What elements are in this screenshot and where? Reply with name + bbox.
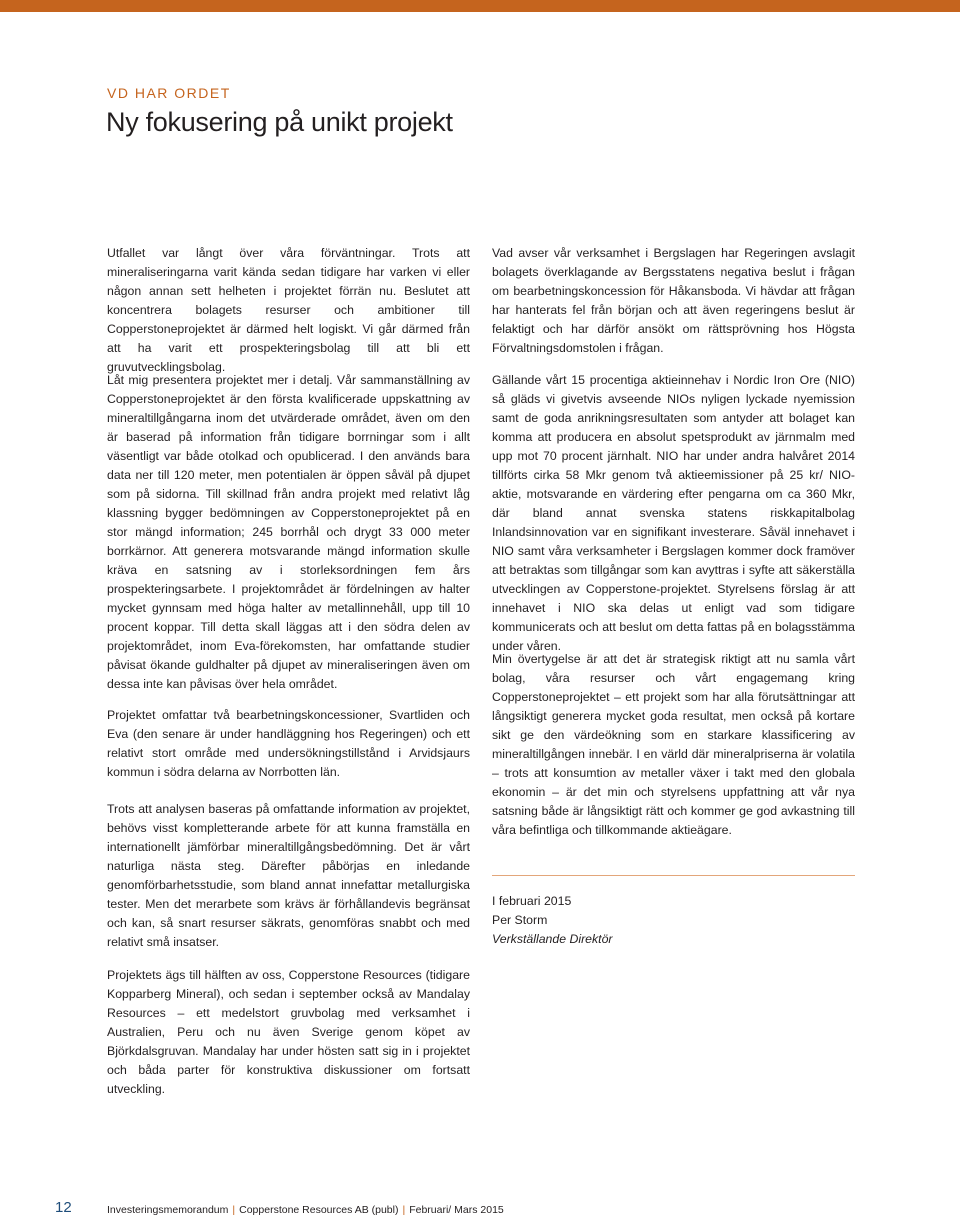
paragraph-text: Projektet omfattar två bearbetningskoncessioner, Svartliden och Eva (den senare är under handläggning hos Regeringen) och ett relativt stort område med undersökningstillstånd i Arvidsjaurs kommun i södra delarna av Norrbotten län.: [107, 708, 470, 779]
paragraph-text: Trots att analysen baseras på omfattande information av projektet, behövs visst kompletterande arbete för att kunna framställa en internationellt jämförbar mineraltillgångsbedömning. Det är vårt naturliga nästa steg. Därefter påbörjas en inledande genomförbarhetsstudie, som bland annat innefattar metallurgiska tester. Men det merarbete som krävs är förhållandevis begränsat och kan, så snart resurser säkrats, genomföras snabbt och med relativt små insatser.: [107, 802, 470, 949]
paragraph-text: Min övertygelse är att det är strategisk riktigt att nu samla vårt bolag, våra resurser och vårt engagemang kring Copperstoneprojektet – ett projekt som har alla förutsättningar att långsiktigt generera mycket goda resultat, men också på kortare sikt ge den värdeökning som en starkare klassificering av mineraltillgången innebär. I en värld där mineralpriserna är volatila – trots att konsumtion av metaller växer i takt med den globala ekonomin – är det min och styrelsens uppfattning att vår nya satsning både är långsiktigt rätt och kommer ge god avkastning till våra befintliga och tillkommande aktieägare.: [492, 652, 855, 837]
left-paragraph-3: [107, 706, 470, 782]
left-paragraph-1: [107, 244, 470, 377]
left-paragraph-2: [107, 371, 470, 694]
footer-separator: |: [402, 1204, 406, 1216]
right-paragraph-2: [492, 371, 855, 656]
footer-date: Februari/ Mars 2015: [409, 1204, 504, 1216]
footer-company: Copperstone Resources AB (publ): [239, 1204, 399, 1216]
paragraph-text: Låt mig presentera projektet mer i detalj. Vår sammanställning av Copperstoneprojektet är den första kvalificerade uppskattning av mineraltillgångarna inom det utvärderade området, även om den är baserad på information från tidigare borrningar som i allt väsentligt var både otolkad och opublicerad. I den används bara data ner till 120 meter, men potentialen är öppen såväl på djupet som på sidorna. Till skillnad från andra projekt med relativt låg klassning bygger bedömningen av Copperstoneprojektet på en stor mängd information; 245 borrhål och drygt 33 000 meter borrkärnor. Att generera motsvarande mängd information skulle kräva en satsning av i storleksordningen fem års prospekteringsarbete. I projektområdet är fördelningen av halter mycket gynnsam med höga halter av metallinnehåll, upp till 10 procent koppar. Till detta skall läggas att i den södra delen av projektområdet, inom Eva-förekomsten, har omfattande studier påvisat ökande guldhalter på djupet av mineraliseringen även om dessa inte kan påvisas över hela området.: [107, 373, 470, 691]
footer-separator: |: [232, 1204, 236, 1216]
footer-document-name: Investeringsmemorandum: [107, 1204, 229, 1216]
page-number: 12: [55, 1199, 72, 1216]
signature-block: [492, 892, 613, 949]
left-paragraph-5: [107, 966, 470, 1099]
signature-divider: [492, 875, 855, 876]
signature-name: Per Storm: [492, 913, 548, 927]
page-title: Ny fokusering på unikt projekt: [106, 107, 453, 137]
paragraph-text: Projektets ägs till hälften av oss, Copperstone Resources (tidigare Kopparberg Mineral), och sedan i september också av Mandalay Resources – ett medelstort gruvbolag med verksamhet i Australien, Peru och nu även Sverige genom köpet av Björkdalsgruvan. Mandalay har under hösten satt sig in i projektet och båda parter för konstruktiva diskussioner om fortsatt utveckling.: [107, 968, 470, 1096]
right-paragraph-1: [492, 244, 855, 358]
paragraph-text: Vad avser vår verksamhet i Bergslagen har Regeringen avslagit bolagets överklagande av Bergsstatens negativa beslut i frågan om bearbetningskoncession för Håkansboda. Vi hävdar att frågan har hanterats fel från början och att även regeringens beslut är felaktigt och har därför ansökt om rättsprövning hos Högsta Förvaltningsdomstolen i frågan.: [492, 246, 855, 355]
header-accent-bar: [0, 0, 960, 12]
section-label: VD HAR ORDET: [107, 85, 231, 101]
left-paragraph-4: [107, 800, 470, 952]
right-paragraph-3: [492, 650, 855, 840]
paragraph-text: Gällande vårt 15 procentiga aktieinnehav i Nordic Iron Ore (NIO) så gläds vi givetvis avseende NIOs nyligen lyckade nyemission samt de goda anrikningsresultaten som antyder att bolaget kan komma att producera en absolut spetsprodukt av järnmalm med upp mot 70 procent järnhalt. NIO har under andra halvåret 2014 tillförts cirka 58 Mkr genom två aktieemissioner på 25 kr/ NIO-aktie, motsvarande en värdering efter pengarna om ca 360 Mkr, där bland annat svenska statens riskkapitalbolag Inlandsinnovation var en signifikant investerare. Såväl innehavet i NIO samt våra verksamheter i Bergslagen kommer dock framöver att betraktas som tillgångar som kan avyttras i syfte att säkerställa utvecklingen av Copperstone-projektet. Styrelsens förslag är att innehavet i NIO ska delas ut enligt vad som tidigare kommunicerats och att beslut om detta fattas på en bolagsstämma under våren.: [492, 373, 855, 653]
paragraph-text: Utfallet var långt över våra förväntningar. Trots att mineraliseringarna varit kända sedan tidigare har varken vi eller någon annan sett helheten i projektet förrän nu. Beslutet att koncentrera bolagets resurser och ambitioner till Copperstoneprojektet är därmed helt logiskt. Vi går därmed från att ha varit ett prospekteringsbolag till att bli ett gruvutvecklingsbolag.: [107, 246, 470, 374]
signature-date: I februari 2015: [492, 894, 572, 908]
footer-running-head: [107, 1204, 504, 1216]
signature-role: Verkställande Direktör: [492, 932, 613, 946]
